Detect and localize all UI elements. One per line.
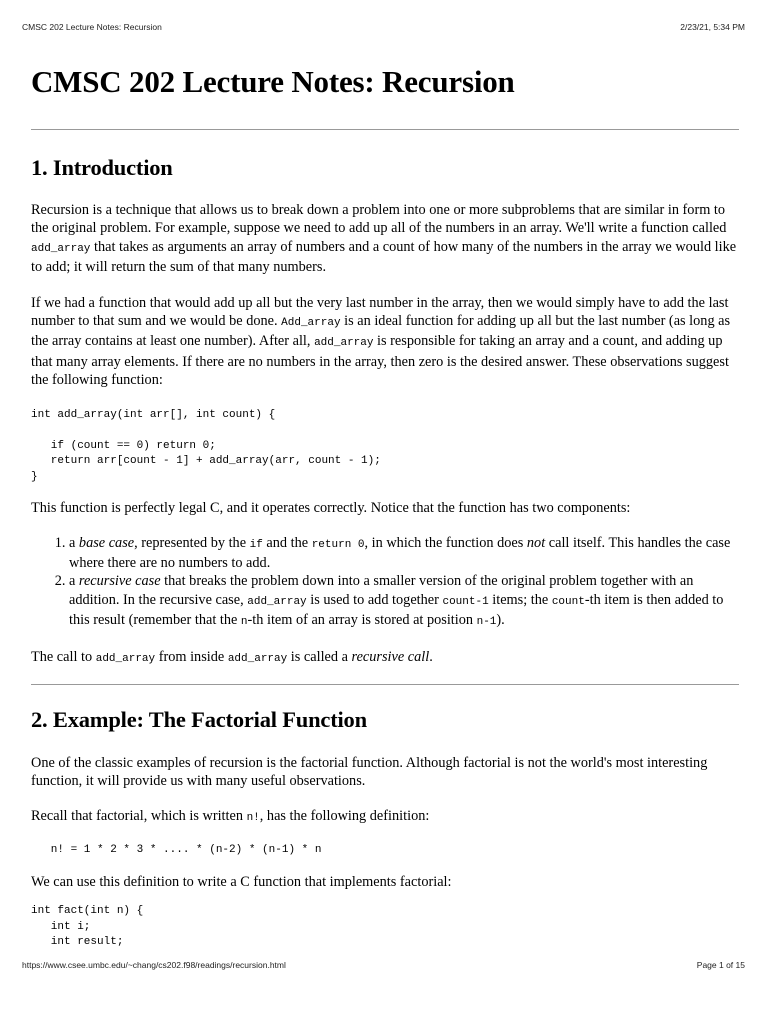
factorial-paragraph-2: Recall that factorial, which is written n!, has the following definition: [31,807,430,824]
document-body [31,58,739,951]
list-item-base-case: 1. a base case, represented by the if and the return 0, in which the function does not call itself. This handles the case where there are no numbers to add. [69,534,739,573]
intro-paragraph-1: Recursion is a technique that allows us to break down a problem into one or more subproblems that are similar in form to the original problem. For example, suppose we need to add up all of the numbers in an array. We'll write a function called add_array that takes as arguments an array of numbers and a count of how many of the numbers in the array we would like to add; it will return the sum of that many numbers. [31,202,737,276]
list-item-recursive-case: 2. a recursive case that breaks the problem down into a smaller version of the original problem together with an addition. In the recursive case, add_array is used to add together count-1 items; the count-th item is then added to this result (remember that the n-th item of an array is stored at position n-1). [69,572,739,631]
intro-paragraph-2: If we had a function that would add up all but the very last number in the array, then we would simply have to add the last number to that sum and we would be done. Add_array is an ideal function for adding up all but the last number (as long as the array contains at least one number). After all, add_array is responsible for taking an array and a count, and adding up that many array elements. If there are no numbers in the array, then zero is the desired answer. These observations suggest the following function: [31,294,731,389]
fact-code-block: int fact(int n) { int i; int result; [31,905,144,949]
inline-code: add_array [31,242,91,255]
inline-code: Add_array [281,317,341,330]
print-header-title: CMSC 202 Lecture Notes: Recursion [22,22,162,32]
section-2-heading: 2. Example: The Factorial Function [31,707,367,732]
factorial-paragraph-3: We can use this definition to write a C function that implements factorial: [31,873,452,890]
title-divider [31,129,739,130]
intro-paragraph-4: The call to add_array from inside add_array is called a recursive call. [31,648,433,665]
print-footer-page: Page 1 of 15 [696,960,745,970]
add-array-code-block: int add_array(int arr[], int count) { if (count == 0) return 0; return arr[count - 1] + add_array(arr, count - 1); } [31,408,381,483]
inline-code: add_array [314,337,374,350]
print-footer-url: https://www.csee.umbc.edu/~chang/cs202.f98/readings/recursion.html [22,960,286,970]
print-header-datetime: 2/23/21, 5:34 PM [680,22,745,32]
section-divider [31,684,739,685]
factorial-formula: n! = 1 * 2 * 3 * .... * (n-2) * (n-1) * n [31,844,322,857]
intro-paragraph-3: This function is perfectly legal C, and it operates correctly. Notice that the function has two components: [31,500,631,517]
section-1-heading: 1. Introduction [31,155,173,180]
components-list [31,534,739,632]
factorial-paragraph-1: One of the classic examples of recursion is the factorial function. Although factorial is not the world's most interesting function, it will provide us with many useful observations. [31,755,708,790]
page-title: CMSC 202 Lecture Notes: Recursion [31,64,515,99]
